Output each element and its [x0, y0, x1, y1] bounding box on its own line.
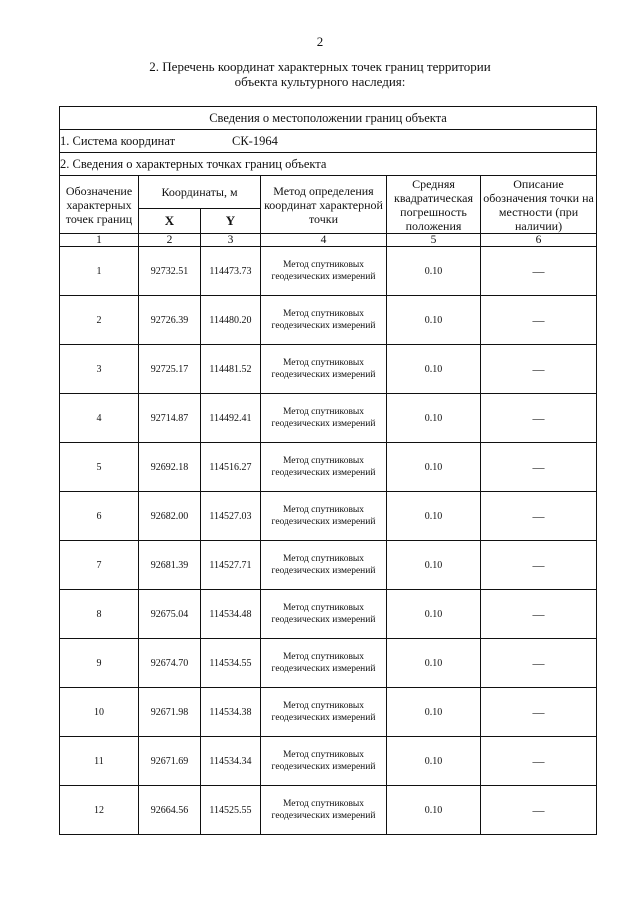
cell-error: 0.10	[387, 296, 481, 345]
cell-y: 114527.03	[201, 492, 261, 541]
cell-error: 0.10	[387, 443, 481, 492]
cell-description: —	[481, 688, 597, 737]
cell-x: 92664.56	[139, 786, 201, 835]
cell-point: 5	[60, 443, 139, 492]
cell-method: Метод спутниковых геодезических измерений	[261, 443, 387, 492]
table-row	[60, 541, 597, 590]
column-number: 2	[139, 234, 201, 247]
column-number: 5	[387, 234, 481, 247]
table-row	[60, 590, 597, 639]
cell-method: Метод спутниковых геодезических измерений	[261, 247, 387, 296]
cell-description: —	[481, 639, 597, 688]
cell-method: Метод спутниковых геодезических измерений	[261, 737, 387, 786]
cell-y: 114516.27	[201, 443, 261, 492]
cell-method: Метод спутниковых геодезических измерений	[261, 541, 387, 590]
cell-method: Метод спутниковых геодезических измерений	[261, 688, 387, 737]
cell-y: 114492.41	[201, 394, 261, 443]
page-number: 2	[316, 34, 324, 49]
cell-error: 0.10	[387, 345, 481, 394]
cell-x: 92671.98	[139, 688, 201, 737]
cell-description: —	[481, 492, 597, 541]
cell-method: Метод спутниковых геодезических измерений	[261, 394, 387, 443]
cell-description: —	[481, 590, 597, 639]
cell-point: 1	[60, 247, 139, 296]
cell-method: Метод спутниковых геодезических измерений	[261, 639, 387, 688]
cell-point: 7	[60, 541, 139, 590]
cell-point: 12	[60, 786, 139, 835]
cell-method: Метод спутниковых геодезических измерений	[261, 345, 387, 394]
cell-point: 9	[60, 639, 139, 688]
cell-x: 92682.00	[139, 492, 201, 541]
cell-y: 114534.34	[201, 737, 261, 786]
column-number: 1	[60, 234, 139, 247]
table-row	[60, 688, 597, 737]
header-error: Средняя квадратическая погрешность положения	[387, 176, 481, 234]
coordinate-system-value: СК-1964	[232, 133, 278, 148]
cell-point: 4	[60, 394, 139, 443]
cell-error: 0.10	[387, 394, 481, 443]
cell-error: 0.10	[387, 247, 481, 296]
cell-y: 114534.48	[201, 590, 261, 639]
cell-description: —	[481, 786, 597, 835]
table-row	[60, 737, 597, 786]
column-number: 6	[481, 234, 597, 247]
cell-point: 2	[60, 296, 139, 345]
cell-method: Метод спутниковых геодезических измерений	[261, 296, 387, 345]
cell-description: —	[481, 345, 597, 394]
cell-y: 114525.55	[201, 786, 261, 835]
points-section-label: 2. Сведения о характерных точках границ объекта	[60, 153, 597, 176]
cell-x: 92714.87	[139, 394, 201, 443]
cell-description: —	[481, 296, 597, 345]
cell-method: Метод спутниковых геодезических измерений	[261, 590, 387, 639]
column-number: 3	[201, 234, 261, 247]
cell-method: Метод спутниковых геодезических измерений	[261, 786, 387, 835]
cell-error: 0.10	[387, 688, 481, 737]
cell-x: 92726.39	[139, 296, 201, 345]
cell-y: 114481.52	[201, 345, 261, 394]
table-row	[60, 492, 597, 541]
cell-y: 114480.20	[201, 296, 261, 345]
cell-x: 92671.69	[139, 737, 201, 786]
cell-x: 92681.39	[139, 541, 201, 590]
cell-method: Метод спутниковых геодезических измерений	[261, 492, 387, 541]
cell-error: 0.10	[387, 541, 481, 590]
document-heading	[0, 59, 640, 89]
cell-description: —	[481, 394, 597, 443]
table-row	[60, 786, 597, 835]
cell-error: 0.10	[387, 492, 481, 541]
cell-x: 92692.18	[139, 443, 201, 492]
cell-point: 11	[60, 737, 139, 786]
table-row	[60, 345, 597, 394]
header-method: Метод определения координат характерной точки	[261, 176, 387, 234]
table-row	[60, 443, 597, 492]
header-y: Y	[201, 209, 261, 234]
cell-point: 3	[60, 345, 139, 394]
cell-point: 10	[60, 688, 139, 737]
column-number: 4	[261, 234, 387, 247]
table-row	[60, 639, 597, 688]
cell-y: 114534.55	[201, 639, 261, 688]
cell-y: 114534.38	[201, 688, 261, 737]
cell-x: 92725.17	[139, 345, 201, 394]
coordinate-system-row	[60, 130, 597, 153]
cell-error: 0.10	[387, 590, 481, 639]
cell-error: 0.10	[387, 786, 481, 835]
cell-x: 92674.70	[139, 639, 201, 688]
cell-error: 0.10	[387, 737, 481, 786]
cell-point: 6	[60, 492, 139, 541]
cell-x: 92675.04	[139, 590, 201, 639]
cell-y: 114527.71	[201, 541, 261, 590]
cell-x: 92732.51	[139, 247, 201, 296]
table-row	[60, 394, 597, 443]
table-row	[60, 296, 597, 345]
header-x: X	[139, 209, 201, 234]
header-description: Описание обозначения точки на местности (при наличии)	[481, 176, 597, 234]
heading-line-2: объекта культурного наследия:	[234, 74, 406, 89]
cell-y: 114473.73	[201, 247, 261, 296]
cell-description: —	[481, 737, 597, 786]
section-title: Сведения о местоположении границ объекта	[60, 107, 597, 130]
heading-line-1: 2. Перечень координат характерных точек границ территории	[149, 59, 491, 74]
cell-description: —	[481, 443, 597, 492]
header-coordinates: Координаты, м	[139, 176, 261, 209]
cell-point: 8	[60, 590, 139, 639]
table-row	[60, 247, 597, 296]
coordinate-system-label: 1. Система координат	[60, 133, 176, 148]
header-point-designation: Обозначение характерных точек границ	[60, 176, 139, 234]
cell-description: —	[481, 541, 597, 590]
cell-error: 0.10	[387, 639, 481, 688]
coordinates-table	[59, 106, 597, 835]
cell-description: —	[481, 247, 597, 296]
